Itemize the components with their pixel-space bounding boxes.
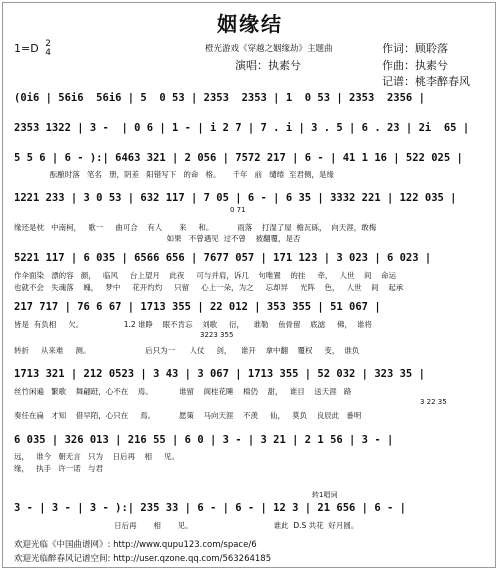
lyric-line-5b: 也就不会 失魂落 魄， 梦中 花开灼灼 只留 心上一朵，为之 忘却异 光阵 色， 人世 间 起承 bbox=[14, 283, 404, 292]
variant-mark-4: 转1唱词 bbox=[312, 491, 338, 499]
lyric-line-8b: 缘， 执手 许一诺 与君 bbox=[14, 464, 103, 473]
notation-line-7: 1713 321 | 212 0523 | 3 43 | 3 067 | 1713 355 | 52 032 | 323 35 | bbox=[14, 368, 425, 380]
lyric-line-4b: 如果 不曾遇见 过不曾 被翻覆，是否 bbox=[14, 234, 301, 243]
time-top: 2 bbox=[45, 39, 51, 49]
footer-link-qzone[interactable]: 欢迎光临醉春风记谱空间: http://user.qzone.qq.com/563264185 bbox=[14, 554, 272, 564]
song-subtitle: 橙光游戏《穿越之姻缘劫》主题曲 bbox=[205, 44, 333, 54]
notation-line-8: 6 035 | 326 013 | 216 55 | 6 0 | 3 - | 3 21 | 2 1 56 | 3 - | bbox=[14, 434, 394, 446]
time-signature bbox=[45, 40, 51, 58]
lyric-line-5a: 作伞面染 漂的容 颜， 临风 台上望月 此夜 可与并肩，诉几 句唯置 的挂 牵， 人世 间 命运 bbox=[14, 271, 397, 280]
variant-mark-2: 3223 355 bbox=[200, 331, 234, 339]
lyricist-credit: 作词：顾聆落 bbox=[382, 42, 448, 55]
lyric-line-6b: 转折 从来难 测。 后只为一 人仗 剑， 谁开 拿中翻 覆权 变， 谁负 bbox=[14, 346, 360, 355]
variant-mark-3: 3 22 35 bbox=[420, 398, 447, 406]
lyric-line-9: 日后再 相 见。 谁此 D.S 共花 好月圆。 bbox=[14, 521, 359, 530]
lyric-line-7b: 奏任在扁 才知 借早陌，心只在 焉。 愿策 马向天涯 不羡 仙， 莫负 良辰此 番明 bbox=[14, 411, 362, 420]
lyric-line-7a: 丝竹闲遍 繁歌 舞翩跹，心不在 焉。 谁留 阆桂花睡 棉仍 甜， 谁目 送天涯 路 bbox=[14, 387, 352, 396]
notation-line-3: 5 5 6 | 6 - ):| 6463 321 | 2 056 | 7572 217 | 6 - | 41 1 16 | 522 025 | bbox=[14, 152, 463, 164]
notation-line-5: 5221 117 | 6 035 | 6566 656 | 7677 057 | 171 123 | 3 023 | 6 023 | bbox=[14, 252, 432, 264]
notation-line-1: (0i6 | 56i6 56i6 | 5 0 53 | 2353 2353 | 1 0 53 | 2353 2356 | bbox=[14, 92, 425, 104]
lyric-line-3: 酝酿时落 笔名 册，阴差 阳错写下 的命 格。 千年 前 缱绻 至君侧，是缘 bbox=[14, 170, 335, 179]
notation-line-6: 217 717 | 76 6 67 | 1713 355 | 22 012 | 353 355 | 51 067 | bbox=[14, 301, 381, 313]
lyric-line-8a: 远， 谁今 朝无言 只为 日后再 相 见。 bbox=[14, 452, 179, 461]
key-signature bbox=[14, 40, 51, 58]
notation-line-4: 1221 233 | 3 0 53 | 632 117 | 7 05 | 6 - | 6 35 | 3332 221 | 122 035 | bbox=[14, 192, 457, 204]
song-title: 姻缘结 bbox=[217, 12, 283, 36]
composer-credit: 作曲：执素兮 bbox=[382, 59, 448, 72]
notation-line-2: 2353 1322 | 3 - | 0 6 | 1 - | i 2 7 | 7 . i | 3 . 5 | 6 . 23 | 2i 65 | bbox=[14, 122, 470, 134]
variant-mark-1: 0 71 bbox=[230, 206, 246, 214]
notation-line-9: 3 - | 3 - | 3 - ):| 235 33 | 6 - | 6 - | 12 3 | 21 656 | 6 - | bbox=[14, 502, 406, 514]
key-label: 1=D bbox=[14, 42, 39, 55]
lyric-line-4a: 缘还是枕 中南柯， 歌一 曲可合 有人 来 和。 雨落 打湿了屋 檐瓦砾， 向天涯，敢梅 bbox=[14, 223, 377, 232]
singer-credit: 演唱：执素兮 bbox=[235, 59, 301, 72]
transcriber-credit: 记谱：桃李醉春风 bbox=[382, 75, 470, 88]
time-bottom: 4 bbox=[45, 48, 51, 58]
lyric-line-6a: 皆是 有负相 欠。 1.2 谁睁 眼不肯忘 刘歌 衍， 谁勒 鱼骨留 底滤 佛， 谁将 bbox=[14, 320, 372, 329]
footer-link-qupu[interactable]: 欢迎光临《中国曲谱网》: http://www.qupu123.com/space/6 bbox=[14, 540, 257, 550]
